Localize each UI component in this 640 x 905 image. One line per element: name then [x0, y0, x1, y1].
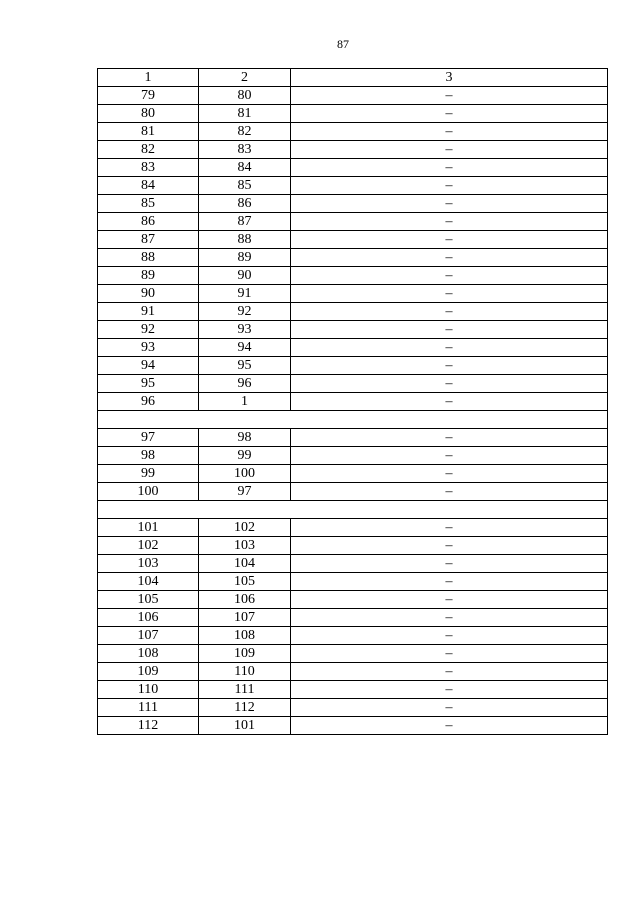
- table-cell-col-1: 91: [98, 303, 199, 321]
- table-cell-col-3: –: [291, 537, 608, 555]
- table-cell-col-2: 109: [199, 645, 291, 663]
- table-cell-col-1: 111: [98, 699, 199, 717]
- table-cell-col-3: –: [291, 663, 608, 681]
- table-cell-col-1: 108: [98, 645, 199, 663]
- table-row: [98, 87, 608, 105]
- table-row: [98, 483, 608, 501]
- table-cell-col-1: 84: [98, 177, 199, 195]
- table-row: [98, 123, 608, 141]
- table-cell-col-3: –: [291, 339, 608, 357]
- table-cell-col-3: –: [291, 141, 608, 159]
- table-cell-col-1: 89: [98, 267, 199, 285]
- table-row: [98, 663, 608, 681]
- table-cell-col-2: 105: [199, 573, 291, 591]
- table-cell-col-3: –: [291, 267, 608, 285]
- table-row: [98, 375, 608, 393]
- table-row: [98, 555, 608, 573]
- table-cell-col-3: –: [291, 699, 608, 717]
- table-cell-col-3: –: [291, 393, 608, 411]
- table-cell-col-3: –: [291, 105, 608, 123]
- page-number: 87: [337, 37, 349, 51]
- table-row: [98, 177, 608, 195]
- table-cell-col-3: –: [291, 627, 608, 645]
- table-cell-col-3: –: [291, 303, 608, 321]
- table-cell-col-2: 91: [199, 285, 291, 303]
- table-cell-col-1: 107: [98, 627, 199, 645]
- table-cell-col-2: 103: [199, 537, 291, 555]
- table-cell-col-2: 90: [199, 267, 291, 285]
- table-cell-col-2: 98: [199, 429, 291, 447]
- table-cell-col-1: 110: [98, 681, 199, 699]
- table-cell-col-3: –: [291, 213, 608, 231]
- table-cell-col-2: 99: [199, 447, 291, 465]
- table-cell-col-2: 97: [199, 483, 291, 501]
- table-cell-col-2: 107: [199, 609, 291, 627]
- table-cell-col-2: 83: [199, 141, 291, 159]
- table-cell-col-2: 84: [199, 159, 291, 177]
- table-cell-col-3: –: [291, 555, 608, 573]
- table-cell-col-1: 88: [98, 249, 199, 267]
- table-cell-col-2: 101: [199, 717, 291, 735]
- table-cell-col-1: 94: [98, 357, 199, 375]
- table-cell-col-2: 95: [199, 357, 291, 375]
- table-cell-col-3: –: [291, 681, 608, 699]
- table-cell-col-2: 82: [199, 123, 291, 141]
- group-separator-row: [98, 411, 608, 429]
- table-row: [98, 573, 608, 591]
- column-header-1: 1: [98, 69, 199, 87]
- table-row: [98, 429, 608, 447]
- table-cell-col-1: 102: [98, 537, 199, 555]
- table-cell-col-1: 95: [98, 375, 199, 393]
- table-cell-col-3: –: [291, 195, 608, 213]
- table-row: [98, 339, 608, 357]
- table-cell-col-1: 101: [98, 519, 199, 537]
- table-cell-col-1: 93: [98, 339, 199, 357]
- table-row: [98, 537, 608, 555]
- table-cell-col-2: 86: [199, 195, 291, 213]
- table-cell-col-1: 92: [98, 321, 199, 339]
- table-cell-col-3: –: [291, 123, 608, 141]
- table-cell-col-3: –: [291, 447, 608, 465]
- table-cell-col-2: 110: [199, 663, 291, 681]
- table-cell-col-3: –: [291, 249, 608, 267]
- table-cell-col-2: 88: [199, 231, 291, 249]
- table-row: [98, 213, 608, 231]
- table-cell-col-1: 103: [98, 555, 199, 573]
- table-row: [98, 447, 608, 465]
- table-cell-col-2: 94: [199, 339, 291, 357]
- table-cell-col-1: 81: [98, 123, 199, 141]
- table-cell-col-3: –: [291, 483, 608, 501]
- table-cell-col-3: –: [291, 429, 608, 447]
- table-cell-col-3: –: [291, 357, 608, 375]
- table-cell-col-1: 86: [98, 213, 199, 231]
- table-cell-col-1: 109: [98, 663, 199, 681]
- table-row: [98, 627, 608, 645]
- table-cell-col-2: 96: [199, 375, 291, 393]
- table-row: [98, 519, 608, 537]
- table-row: [98, 321, 608, 339]
- table-row: [98, 231, 608, 249]
- table-row: [98, 249, 608, 267]
- table-cell-col-2: 93: [199, 321, 291, 339]
- table-cell-col-2: 87: [199, 213, 291, 231]
- table-cell-col-1: 96: [98, 393, 199, 411]
- table-row: [98, 141, 608, 159]
- table-cell-col-1: 104: [98, 573, 199, 591]
- table-cell-col-1: 82: [98, 141, 199, 159]
- table-row: [98, 159, 608, 177]
- table-cell-col-1: 97: [98, 429, 199, 447]
- table-cell-col-3: –: [291, 231, 608, 249]
- table-row: [98, 357, 608, 375]
- table-cell-col-3: –: [291, 591, 608, 609]
- table-row: [98, 699, 608, 717]
- table-row: [98, 609, 608, 627]
- table-cell-col-2: 81: [199, 105, 291, 123]
- table-cell-col-3: –: [291, 177, 608, 195]
- table-row: [98, 465, 608, 483]
- table-row: [98, 195, 608, 213]
- table-cell-col-3: –: [291, 609, 608, 627]
- table-cell-col-3: –: [291, 573, 608, 591]
- table-cell-col-2: 85: [199, 177, 291, 195]
- table-row: [98, 681, 608, 699]
- table-row: [98, 285, 608, 303]
- table-cell-col-1: 87: [98, 231, 199, 249]
- group-separator-cell: [98, 501, 608, 519]
- table-cell-col-2: 106: [199, 591, 291, 609]
- table-cell-col-2: 102: [199, 519, 291, 537]
- table-cell-col-2: 80: [199, 87, 291, 105]
- coordinate-table-body: [98, 69, 608, 735]
- table-cell-col-3: –: [291, 519, 608, 537]
- group-separator-cell: [98, 411, 608, 429]
- table-row: [98, 717, 608, 735]
- group-separator-row: [98, 501, 608, 519]
- table-cell-col-2: 111: [199, 681, 291, 699]
- table-cell-col-1: 90: [98, 285, 199, 303]
- table-cell-col-3: –: [291, 465, 608, 483]
- table-cell-col-2: 89: [199, 249, 291, 267]
- table-cell-col-3: –: [291, 321, 608, 339]
- table-cell-col-3: –: [291, 375, 608, 393]
- table-cell-col-2: 104: [199, 555, 291, 573]
- table-cell-col-1: 98: [98, 447, 199, 465]
- table-row: [98, 591, 608, 609]
- table-cell-col-1: 83: [98, 159, 199, 177]
- column-header-2: 2: [199, 69, 291, 87]
- table-cell-col-2: 108: [199, 627, 291, 645]
- table-cell-col-2: 92: [199, 303, 291, 321]
- table-cell-col-3: –: [291, 717, 608, 735]
- table-cell-col-1: 79: [98, 87, 199, 105]
- coordinate-table: [97, 68, 608, 735]
- table-cell-col-1: 80: [98, 105, 199, 123]
- column-header-3: 3: [291, 69, 608, 87]
- table-row: [98, 105, 608, 123]
- table-cell-col-2: 1: [199, 393, 291, 411]
- table-cell-col-1: 106: [98, 609, 199, 627]
- table-cell-col-3: –: [291, 645, 608, 663]
- table-header-row: [98, 69, 608, 87]
- table-cell-col-3: –: [291, 87, 608, 105]
- table-cell-col-1: 105: [98, 591, 199, 609]
- table-cell-col-3: –: [291, 285, 608, 303]
- table-cell-col-1: 100: [98, 483, 199, 501]
- table-cell-col-3: –: [291, 159, 608, 177]
- table-row: [98, 393, 608, 411]
- table-cell-col-1: 99: [98, 465, 199, 483]
- table-cell-col-2: 112: [199, 699, 291, 717]
- table-row: [98, 267, 608, 285]
- table-row: [98, 303, 608, 321]
- table-cell-col-2: 100: [199, 465, 291, 483]
- table-row: [98, 645, 608, 663]
- table-cell-col-1: 112: [98, 717, 199, 735]
- table-cell-col-1: 85: [98, 195, 199, 213]
